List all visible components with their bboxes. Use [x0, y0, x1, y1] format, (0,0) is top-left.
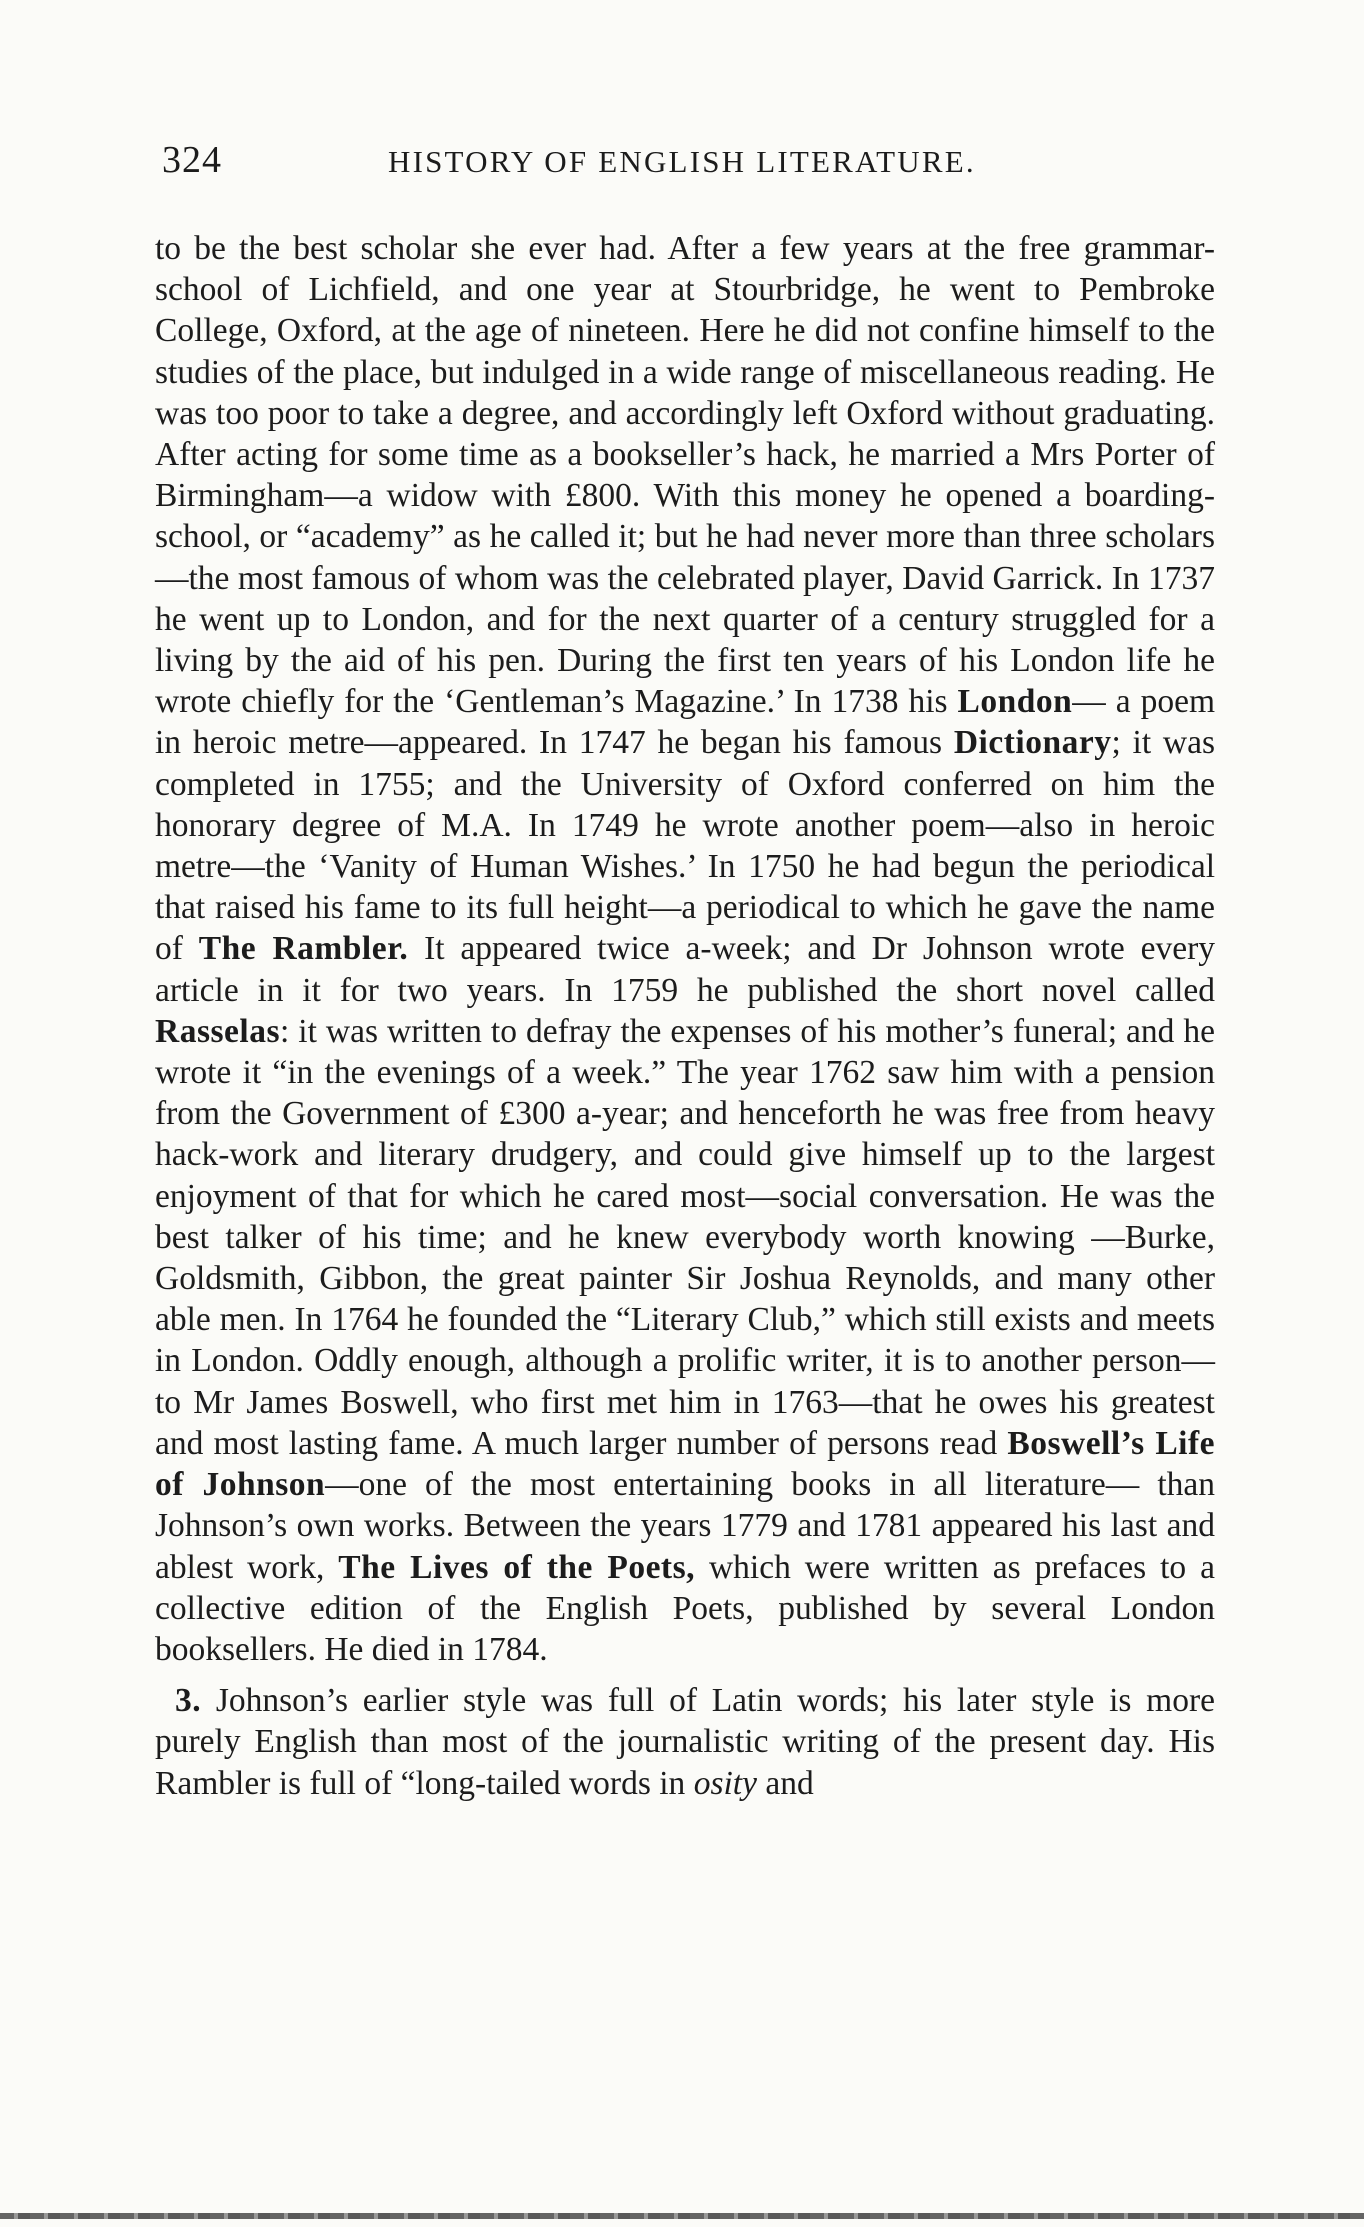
- text-run: ; it was completed in 1755; and the University of Oxford conferred on him the honorary degree of M.A. In 1749 he wrote another poem—also in heroic metre—the ‘Vanity of Human Wishes.’ In 1750 he had begun the periodical that raised his fame to its full height—a periodical to which he gave the name of: [155, 724, 1215, 968]
- text-run: which were written as prefaces to a collective edition of the English Poets, published by several London booksellers. He died in 1784.: [155, 1548, 1215, 1668]
- italic-osity: osity: [693, 1764, 757, 1802]
- page-header: [158, 138, 1218, 188]
- text-run: Johnson’s earlier style was full of Latin words; his later style is more purely English than most of the journalistic writing of the present day. His Rambler is full of “long-tailed words in: [155, 1682, 1215, 1802]
- page-number: 324: [162, 139, 222, 181]
- title-rambler: The Rambler.: [198, 930, 409, 968]
- text-run: : it was written to defray the expenses of his mother’s funeral; and he wrote it “in the evenings of a week.” The year 1762 saw him with a pension from the Government of £300 a-year; and henceforth he was free from heavy hack-work and literary drudgery, and could give himself up to the largest enjoyment of that for which he cared most—social conversation. He was the best talker of his time; and he knew everybody worth knowing —Burke, Goldsmith, Gibbon, the great painter Sir Joshua Reynolds, and many other able men. In 1764 he founded the “Literary Club,” which still exists and meets in London. Oddly enough, although a prolific writer, it is to another person—to Mr James Boswell, who first met him in 1763—that he owes his greatest and most lasting fame. A much larger number of persons read: [155, 1012, 1215, 1462]
- text-run: It appeared twice a-week; and Dr Johnson wrote every article in it for two years. In 1759 he published the short novel called: [155, 930, 1215, 1009]
- title-lives-of-poets: The Lives of the Poets,: [338, 1548, 696, 1586]
- title-london: London: [957, 683, 1073, 721]
- text-run: —one of the most entertaining books in all literature— than Johnson’s own works. Between the years 1779 and 1781 appeared his last and ablest work,: [155, 1466, 1216, 1586]
- text-run: to be the best scholar she ever had. After a few years at the free grammar-school of Lichfield, and one year at Stourbridge, he went to Pembroke College, Oxford, at the age of nineteen. Here he did not confine himself to the studies of the place, but indulged in a wide range of miscellaneous reading. He was too poor to take a degree, and accordingly left Oxford without graduating. After acting for some time as a bookseller’s hack, he married a Mrs Porter of Birmingham—a widow with £800. With this money he opened a boarding-school, or “academy” as he called it; but he had never more than three scholars—the most famous of whom was the celebrated player, David Garrick. In 1737 he went up to London, and for the next quarter of a century struggled for a living by the aid of his pen. During the first ten years of his London life he wrote chiefly for the ‘Gentleman’s Magazine.’ In 1738 his: [155, 230, 1215, 721]
- title-rasselas: Rasselas: [155, 1012, 280, 1050]
- title-boswells-life: Boswell’s Life of Johnson: [155, 1424, 1215, 1504]
- text-run: — a poem in heroic metre—appeared. In 1747 he began his famous: [155, 683, 1216, 762]
- running-head: HISTORY OF ENGLISH LITERATURE.: [388, 144, 976, 179]
- text-run: and: [756, 1764, 814, 1802]
- title-dictionary: Dictionary: [953, 724, 1112, 762]
- paragraph-1: [155, 228, 1215, 1670]
- body-text: [155, 228, 1215, 1804]
- paragraph-2: [155, 1680, 1215, 1804]
- bottom-edge-rule: [0, 2213, 1364, 2219]
- section-number: 3.: [175, 1682, 202, 1720]
